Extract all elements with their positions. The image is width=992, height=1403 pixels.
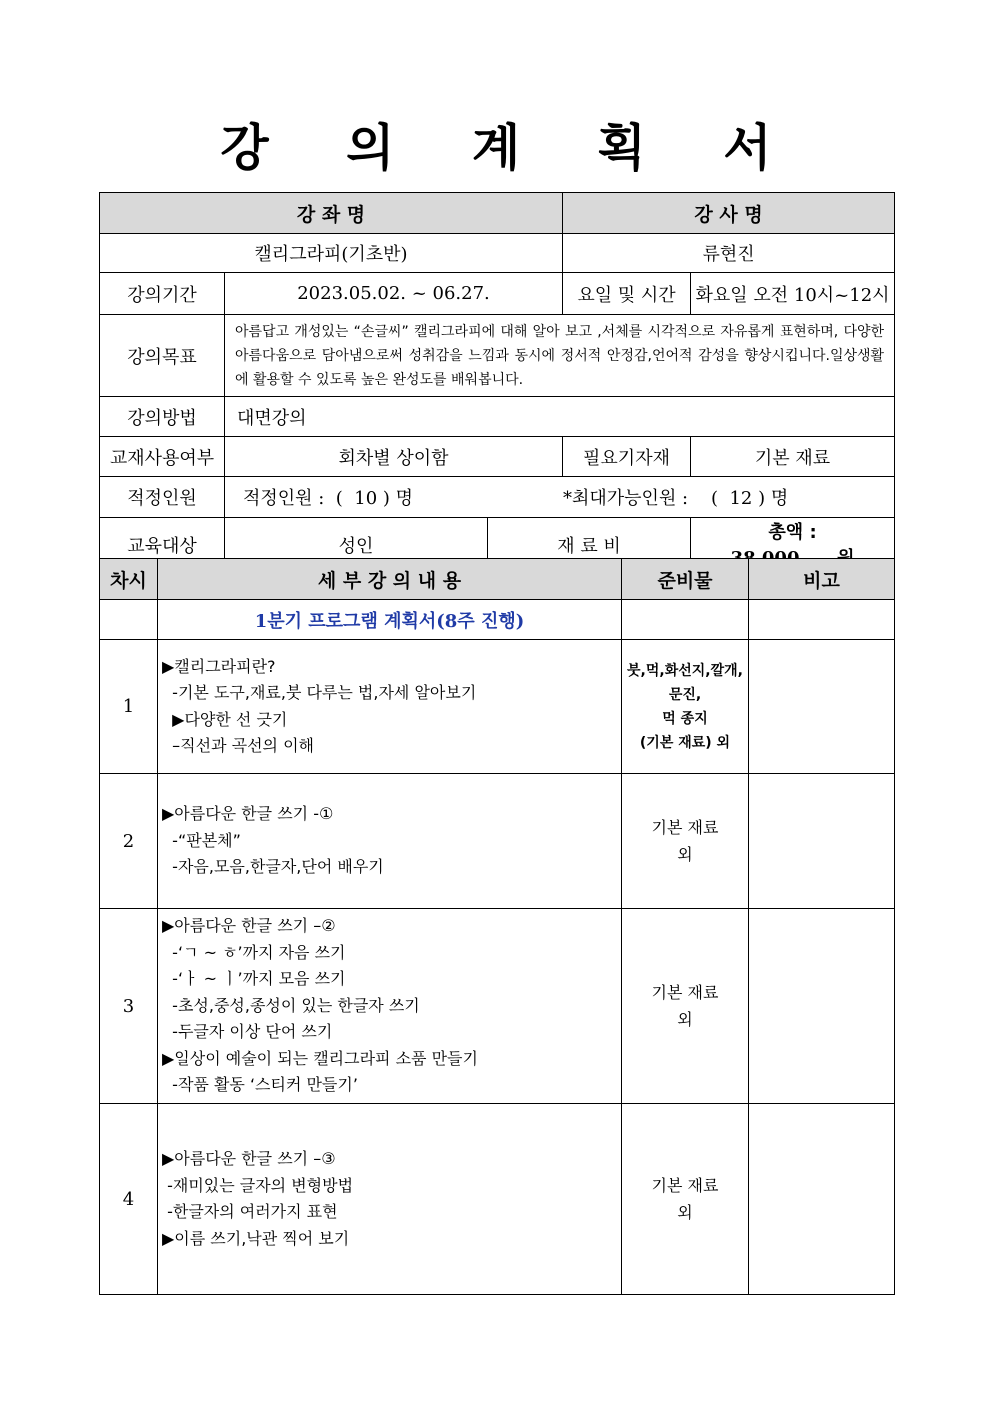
prep-line: 외 [677, 1203, 693, 1222]
prep-line: 외 [677, 845, 693, 864]
textbook-value: 회차별 상이함 [225, 437, 563, 477]
session-content [158, 774, 622, 909]
content-line: -“판본체” [162, 830, 241, 850]
schedule-table [99, 558, 895, 1295]
content-line: -자음,모음,한글자,단어 배우기 [162, 857, 384, 877]
capacity-max-text: *최대가능인원 : ( 12 ) 명 [563, 488, 789, 509]
capacity-cell [225, 477, 895, 518]
period-value: 2023.05.02. ~ 06.27. [225, 273, 563, 315]
content-line: –직선과 곡선의 이해 [162, 736, 314, 755]
prep-header: 준비물 [622, 559, 749, 600]
content-line: -기본 도구,재료,붓 다루는 법,자세 알아보기 [162, 683, 477, 702]
session-note [749, 774, 895, 909]
instructor-name: 류현진 [563, 234, 895, 273]
content-line: ▶캘리그라피란? [162, 656, 276, 676]
textbook-label: 교재사용여부 [100, 437, 225, 477]
plan-note-cell [749, 600, 895, 640]
content-line: ▶일상이 예술이 되는 캘리그라피 소품 만들기 [162, 1048, 478, 1068]
content-header: 세 부 강 의 내 용 [158, 559, 622, 600]
session-prep [622, 640, 749, 774]
prep-line: 기본 재료 [651, 983, 719, 1002]
daytime-value: 화요일 오전 10시~12시 [691, 273, 895, 315]
session-note [749, 640, 895, 774]
content-line: ▶아름다운 한글 쓰기 -① [162, 804, 334, 824]
prep-line: 기본 재료 [651, 1176, 719, 1195]
goal-text: 아름답고 개성있는 “손글씨” 캘리그라피에 대해 알아 보고 ,서체를 시각적으로 자유롭게 표현하며, 다양한 아름다움으로 담아냄으로써 성취감을 느낌과 동시에 정서적 안정감,언어적 감성을 향상시킵니다.일상생활에 활용할 수 있도록 높은 완성도를 배워봅니다. [225, 315, 895, 397]
period-label: 강의기간 [100, 273, 225, 315]
content-line: -초성,중성,종성이 있는 한글자 쓰기 [162, 995, 420, 1015]
prep-line: 외 [677, 1010, 693, 1029]
method-value: 대면강의 [225, 397, 895, 437]
session-header: 차시 [100, 559, 158, 600]
content-line: ▶다양한 선 긋기 [162, 709, 288, 729]
method-label: 강의방법 [100, 397, 225, 437]
plan-prep-cell [622, 600, 749, 640]
content-line: ▶아름다운 한글 쓰기 –② [162, 916, 336, 936]
target-value: 성인 [225, 518, 488, 572]
session-number: 4 [100, 1104, 158, 1295]
target-label: 교육대상 [100, 518, 225, 572]
note-header: 비고 [749, 559, 895, 600]
table-row [100, 640, 895, 774]
course-info-table [99, 192, 895, 572]
prep-line: 먹 종지 [662, 710, 708, 727]
total-label: 총액 : [768, 522, 817, 543]
fee-label: 재 료 비 [488, 518, 691, 572]
course-name: 캘리그라피(기초반) [100, 234, 563, 273]
prep-line: (기본 재료) 외 [639, 734, 731, 751]
content-line: ▶아름다운 한글 쓰기 –③ [162, 1149, 336, 1168]
content-line: -‘ㅏ ~ ㅣ’까지 모음 쓰기 [162, 969, 346, 989]
capacity-text: 적정인원 : ( 10 ) 명 [243, 488, 414, 509]
plan-title: 1분기 프로그램 계획서(8주 진행) [158, 600, 622, 640]
session-content [158, 640, 622, 774]
plan-session-cell [100, 600, 158, 640]
session-prep [622, 1104, 749, 1295]
prep-line: 기본 재료 [651, 818, 719, 837]
capacity-label: 적정인원 [100, 477, 225, 518]
document-title: 강 의 계 획 서 [220, 119, 802, 177]
course-name-header: 강 좌 명 [100, 193, 563, 234]
content-line: -작품 활동 ‘스티커 만들기’ [162, 1075, 358, 1095]
session-note [749, 909, 895, 1104]
goal-label: 강의목표 [100, 315, 225, 397]
prep-line: 문진, [668, 686, 702, 703]
content-line: -재미있는 글자의 변형방법 [162, 1175, 354, 1195]
material-value: 기본 재료 [691, 437, 895, 477]
material-label: 필요기자재 [563, 437, 691, 477]
session-prep [622, 774, 749, 909]
table-row [100, 774, 895, 909]
session-content [158, 909, 622, 1104]
instructor-name-header: 강 사 명 [563, 193, 895, 234]
content-line: -한글자의 여러가지 표현 [162, 1202, 338, 1221]
daytime-label: 요일 및 시간 [563, 273, 691, 315]
table-row [100, 1104, 895, 1295]
table-row [100, 909, 895, 1104]
session-number: 1 [100, 640, 158, 774]
prep-line: 붓,먹,화선지,깔개, [627, 662, 743, 679]
content-line: -두글자 이상 단어 쓰기 [162, 1022, 333, 1042]
content-line: -‘ㄱ ~ ㅎ’까지 자음 쓰기 [162, 942, 346, 962]
session-number: 3 [100, 909, 158, 1104]
session-number: 2 [100, 774, 158, 909]
session-content [158, 1104, 622, 1295]
content-line: ▶이름 쓰기,낙관 찍어 보기 [162, 1228, 350, 1248]
session-prep [622, 909, 749, 1104]
session-note [749, 1104, 895, 1295]
